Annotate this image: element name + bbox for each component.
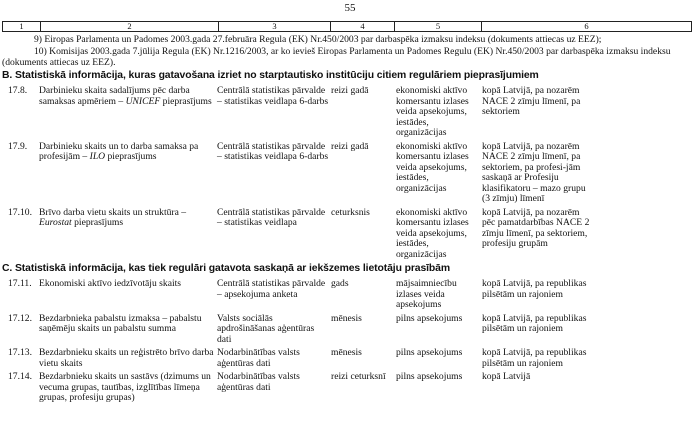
table-row — [0, 142, 700, 205]
item-number: 17.9. — [8, 140, 28, 152]
frequency: reizi gadā — [331, 85, 369, 96]
organization-name: Eurostat — [39, 217, 72, 228]
data-source: Centrālā statistikas pārvalde – statistikas veidlapa — [217, 206, 326, 228]
frequency: reizi ceturksnī — [331, 371, 386, 382]
description-text: Darbinieku skaita sadalījums pēc darba samaksas apmēriem – — [39, 85, 190, 107]
breakdown-detail: kopā Latvijā, pa republikas pilsētām un rajoniem — [482, 278, 587, 300]
col-header-4: 4 — [331, 22, 395, 31]
organization-name: ILO — [89, 151, 106, 162]
indicator-description: Bezdarbnieku skaits un sastāvs (dzimums un vecuma grupas, tautības, izglītības līmeņa grupas, profesiju grupas) — [39, 371, 211, 403]
col-header-3: 3 — [219, 22, 331, 31]
indicator-description: Ekonomiski aktīvo iedzīvotāju skaits — [39, 278, 182, 289]
table-row — [0, 86, 700, 139]
frequency: mēnesis — [331, 347, 362, 358]
section-c-title: C. Statistiskā informācija, kas tiek regulāri gatavota saskaņā ar iekšzemes lietotāju prasībām — [2, 263, 450, 274]
frequency: mēnesis — [331, 312, 362, 324]
table-row — [0, 348, 700, 369]
coverage: mājsaimniecību izlases veida apsekojums — [396, 278, 457, 310]
coverage: ekonomiski aktīvo komersantu izlases veida apsekojums, iestādes, organizācijas — [396, 206, 469, 260]
breakdown-detail: kopā Latvijā, pa nozarēm pēc pamatdarbības NACE 2 zīmju līmenī, pa sektoriem, profesiju grupām — [482, 206, 590, 249]
item-number: 17.12. — [8, 312, 32, 324]
breakdown-detail: kopā Latvijā — [482, 371, 531, 382]
item-number: 17.13. — [8, 347, 32, 358]
table-row — [0, 208, 700, 261]
item-number: 17.11. — [8, 278, 32, 289]
col-header-2: 2 — [41, 22, 219, 31]
indicator-description — [39, 142, 217, 205]
indicator-description — [39, 208, 217, 261]
item-number: 17.10. — [8, 206, 32, 218]
coverage: pilns apsekojums — [396, 371, 463, 382]
section-b-table — [0, 86, 700, 260]
col-header-5: 5 — [395, 22, 482, 31]
table-row — [0, 314, 700, 346]
page-number: 55 — [344, 2, 356, 14]
column-number-header — [2, 21, 692, 32]
table-row — [0, 279, 700, 311]
data-source: Nodarbinātības valsts aģentūras dati — [217, 347, 300, 369]
indicator-description: Bezdarbnieka pabalstu izmaksa – pabalstu saņēmēju skaits un pabalstu summa — [39, 312, 202, 334]
description-text: Darbinieku skaits un to darba samaksa pa profesijām – — [39, 140, 199, 162]
description-text: Brīvo darba vietu skaits un struktūra – — [39, 206, 187, 218]
footnote-10: 10) Komisijas 2003.gada 7.jūlija Regula (EK) Nr.1216/2003, ar ko ievieš Eiropas Parlamenta un Padomes Regulu (EK) Nr.450/2003 par darbaspēka izmaksu indeksu (dokuments attiecas uz EEZ). — [2, 46, 671, 68]
frequency: gads — [331, 278, 349, 289]
tables-flow — [0, 70, 700, 407]
frequency: ceturksnis — [331, 206, 370, 218]
coverage: ekonomiski aktīvo komersantu izlases veida apsekojums, iestādes, organizācijas — [396, 140, 469, 194]
frequency: reizi gadā — [331, 140, 369, 152]
col-header-1: 1 — [3, 22, 41, 31]
footnote-9: 9) Eiropas Parlamenta un Padomes 2003.gada 27.februāra Regula (EK) Nr.450/2003 par darbaspēka izmaksu indeksu (dokuments attiecas uz EEZ); — [34, 34, 602, 45]
table-row — [0, 372, 700, 404]
description-tail: pieprasījums — [71, 217, 124, 228]
breakdown-detail: kopā Latvijā, pa republikas pilsētām un rajoniem — [482, 312, 587, 334]
description-tail: pieprasījums — [160, 95, 212, 107]
data-source: Valsts sociālās apdrošināšanas aģentūras dati — [217, 312, 315, 345]
description-tail: pieprasījums — [105, 151, 157, 162]
item-number: 17.14. — [8, 371, 32, 382]
breakdown-detail: kopā Latvijā, pa nozarēm NACE 2 zīmju līmenī, pa sektoriem, pa profesi-jām saskaņā ar Profesiju klasifikatoru – mazo grupu (3 zīmju) līmenī — [482, 140, 586, 204]
data-source: Centrālā statistikas pārvalde – statistikas veidlapa 6-darbs — [217, 140, 329, 162]
coverage: pilns apsekojums — [396, 347, 463, 358]
coverage: pilns apsekojums — [396, 312, 463, 324]
data-source: Centrālā statistikas pārvalde – statistikas veidlapa 6-darbs — [217, 85, 329, 107]
indicator-description: Bezdarbnieku skaits un reģistrēto brīvo darba vietu skaits — [39, 347, 214, 369]
item-number: 17.8. — [8, 85, 28, 96]
breakdown-detail: kopā Latvijā, pa nozarēm NACE 2 zīmju līmenī, pa sektoriem — [482, 85, 581, 117]
col-header-6: 6 — [584, 21, 589, 31]
breakdown-detail: kopā Latvijā, pa republikas pilsētām un rajoniem — [482, 347, 587, 369]
coverage: ekonomiski aktīvo komersantu izlases veida apsekojums, iestādes, organizācijas — [396, 85, 469, 138]
data-source: Nodarbinātības valsts aģentūras dati — [217, 371, 300, 393]
data-source: Centrālā statistikas pārvalde – apsekojuma anketa — [217, 278, 326, 300]
section-c-table — [0, 279, 700, 404]
organization-name: UNICEF — [125, 95, 161, 107]
section-b-title: B. Statistiskā informācija, kuras gatavošana izriet no starptautisko institūciju citiem regulāriem pieprasījumiem — [2, 70, 539, 81]
indicator-description — [39, 86, 217, 139]
